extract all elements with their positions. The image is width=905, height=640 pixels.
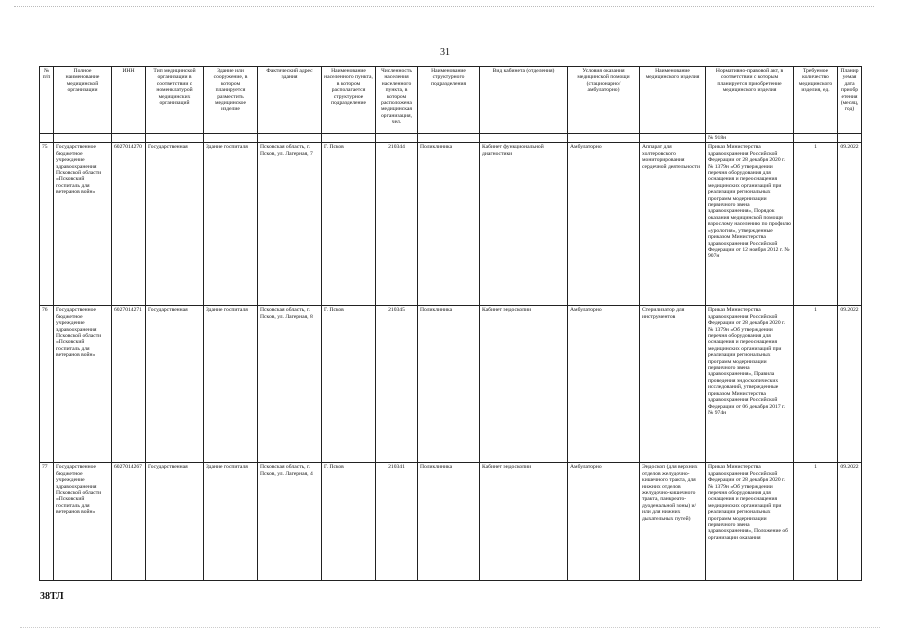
cell-qty: 1 bbox=[794, 463, 838, 581]
cell-unit: Поликлиника bbox=[418, 306, 480, 463]
col-header-cabinet: Вид кабинета (отделения) bbox=[480, 67, 568, 134]
cell-org: Государственное бюджетное учреждение здравоохранения Псковской области «Псковский госпиталь для ветеранов войн» bbox=[54, 143, 112, 306]
cell-type: Государственная bbox=[146, 306, 204, 463]
cell-locality: Г. Псков bbox=[322, 463, 376, 581]
cell-inn: 6027014270 bbox=[112, 143, 146, 306]
cell-num: 76 bbox=[40, 306, 54, 463]
equipment-table bbox=[39, 66, 862, 581]
cell-date: 09.2022 bbox=[838, 143, 862, 306]
col-header-org: Полное наименование медицинской организации bbox=[54, 67, 112, 134]
col-header-type: Тип медицинской организации в соответствии с номенклатурой медицинских организаций bbox=[146, 67, 204, 134]
cell-population: 210344 bbox=[376, 143, 418, 306]
cell-inn: 6027014267 bbox=[112, 463, 146, 581]
cell-address: Псковская область, г. Псков, ул. Лагерная, 4 bbox=[258, 463, 322, 581]
cell-cabinet: Кабинет функциональной диагностики bbox=[480, 143, 568, 306]
cell-device: Аппарат для холтеровского мониторирования сердечной деятельности bbox=[640, 143, 706, 306]
col-header-date: Планируемая дата приобретения (месяц, год) bbox=[838, 67, 862, 134]
col-header-num: № п/п bbox=[40, 67, 54, 134]
col-header-address: Фактический адрес здания bbox=[258, 67, 322, 134]
cell-date: 09.2022 bbox=[838, 306, 862, 463]
table-row bbox=[40, 306, 862, 463]
cell-org: Государственное бюджетное учреждение здравоохранения Псковской области «Псковский госпиталь для ветеранов войн» bbox=[54, 306, 112, 463]
col-header-inn: ИНН bbox=[112, 67, 146, 134]
bottom-scan-line bbox=[20, 627, 880, 628]
cell-num: 77 bbox=[40, 463, 54, 581]
cell-act: Приказ Министерства здравоохранения Российской Федерации от 28 декабря 2020 г. № 1379н «Об утверждении перечня оборудования для оснащения и переоснащения медицинских организаций при реализации региональных программ модернизации первичного звена здравоохранения», Порядок оказания медицинской помощи взрослому населению по профилю «урология», утвержденные приказом Министерства здравоохранения Российской Федерации от 12 ноября 2012 г. № 907н bbox=[706, 143, 794, 306]
cell-num: 75 bbox=[40, 143, 54, 306]
table-row bbox=[40, 463, 862, 581]
footer-code: 38ТЛ bbox=[40, 591, 64, 602]
cell-device: Стерилизатор для инструментов bbox=[640, 306, 706, 463]
cell-building: Здание госпиталя bbox=[204, 143, 258, 306]
cell-org: Государственное бюджетное учреждение здравоохранения Псковской области «Псковский госпиталь для ветеранов войн» bbox=[54, 463, 112, 581]
cell-cabinet: Кабинет эндоскопии bbox=[480, 463, 568, 581]
table-row bbox=[40, 143, 862, 306]
cell-building: Здание госпиталя bbox=[204, 463, 258, 581]
cell-address: Псковская область, г. Псков, ул. Лагерная, 8 bbox=[258, 306, 322, 463]
cell-building: Здание госпиталя bbox=[204, 306, 258, 463]
page-number: 31 bbox=[440, 47, 450, 58]
cell-date: 09.2022 bbox=[838, 463, 862, 581]
col-header-locality: Наименование населенного пункта, в котором располагается структурное подразделение bbox=[322, 67, 376, 134]
cell-inn: 6027014271 bbox=[112, 306, 146, 463]
table-header-row bbox=[40, 67, 862, 134]
cell-conditions: Амбулаторно bbox=[568, 143, 640, 306]
col-header-conditions: Условия оказания медицинской помощи (стационарно/ амбулаторно) bbox=[568, 67, 640, 134]
cell-conditions: Амбулаторно bbox=[568, 463, 640, 581]
cell-qty: 1 bbox=[794, 306, 838, 463]
cell-device: Эндоскоп (для верхних отделов желудочно-кишечного тракта, для нижних отделов желудочно-кишечного тракта, панкреато-дуоденальной зоны) и/или для нижних дыхательных путей) bbox=[640, 463, 706, 581]
cell-type: Государственная bbox=[146, 143, 204, 306]
cell-act: Приказ Министерства здравоохранения Российской Федерации от 28 декабря 2020 г. № 1379н «Об утверждении перечня оборудования для оснащения и переоснащения медицинских организаций при реализации региональных программ модернизации первичного звена здравоохранения», Положение об организации оказания bbox=[706, 463, 794, 581]
col-header-building: Здание или сооружение, в котором планируется разместить медицинское изделие bbox=[204, 67, 258, 134]
cell-conditions: Амбулаторно bbox=[568, 306, 640, 463]
cell-locality: Г. Псков bbox=[322, 143, 376, 306]
col-header-act: Нормативно-правовой акт, в соответствии с которым планируется приобретение медицинского изделия bbox=[706, 67, 794, 134]
col-header-device: Наименование медицинского изделия bbox=[640, 67, 706, 134]
col-header-population: Численность населения населенного пункта, в котором расположена медицинская организация, чел. bbox=[376, 67, 418, 134]
cell-population: 210345 bbox=[376, 306, 418, 463]
top-scan-line bbox=[14, 6, 874, 7]
col-header-unit: Наименование структурного подразделения bbox=[418, 67, 480, 134]
cell-population: 210341 bbox=[376, 463, 418, 581]
cell-unit: Поликлиника bbox=[418, 143, 480, 306]
col-header-qty: Требуемое количество медицинского изделия, ед. bbox=[794, 67, 838, 134]
cell-act: Приказ Министерства здравоохранения Российской Федерации от 28 декабря 2020 г. № 1379н «Об утверждении перечня оборудования для оснащения и переоснащения медицинских организаций при реализации региональных программ модернизации первичного звена здравоохранения», Правила проведения эндоскопических исследований, утвержденные приказом Министерства здравоохранения Российской Федерации от 06 декабря 2017 г. № 974н bbox=[706, 306, 794, 463]
cell-qty: 1 bbox=[794, 143, 838, 306]
cell-address: Псковская область, г. Псков, ул. Лагерная, 7 bbox=[258, 143, 322, 306]
cell-cabinet: Кабинет эндоскопии bbox=[480, 306, 568, 463]
cell-type: Государственная bbox=[146, 463, 204, 581]
cell-locality: Г. Псков bbox=[322, 306, 376, 463]
cell-unit: Поликлиника bbox=[418, 463, 480, 581]
cell-act: № 918н bbox=[706, 134, 794, 143]
table-row-continuation bbox=[40, 134, 862, 143]
